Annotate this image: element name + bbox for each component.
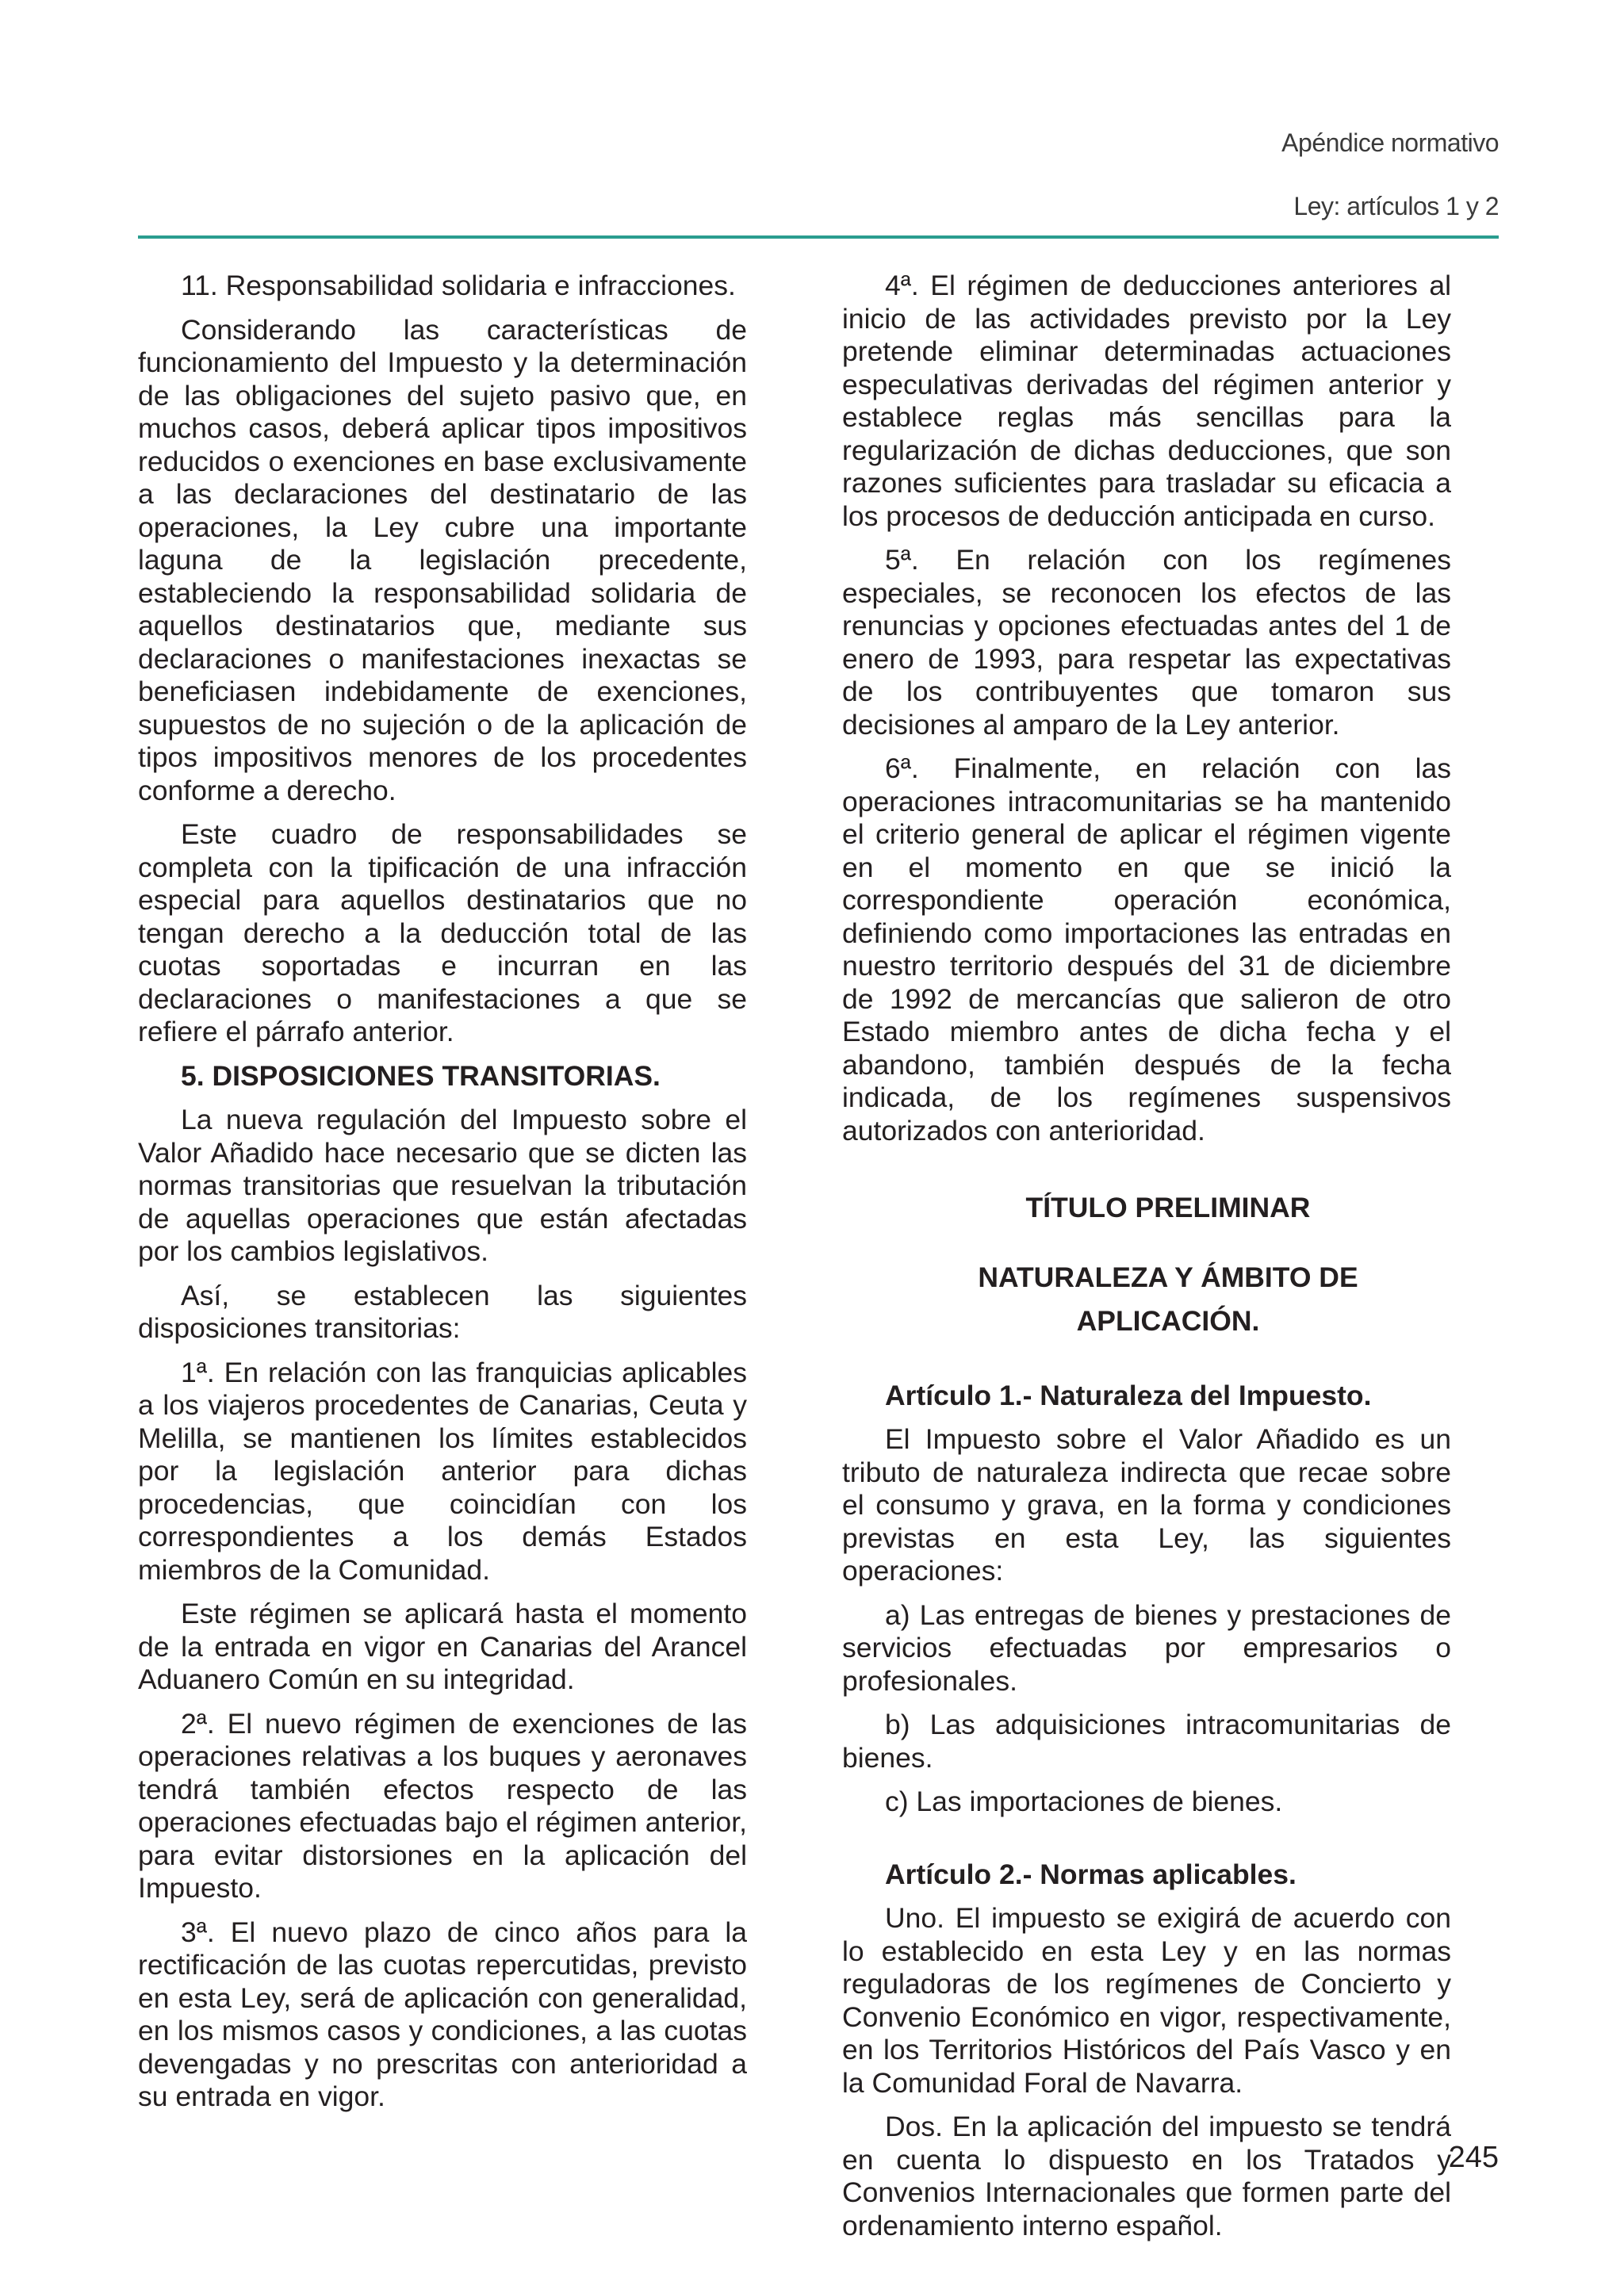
subtitle-heading-line1: NATURALEZA Y ÁMBITO DE xyxy=(978,1261,1358,1293)
paragraph: 5ª. En relación con los regímenes especiales, se reconocen los efectos de las renuncias y opciones efectuadas antes del 1 de enero de 1993, para respetar las expectativas de los contribuyentes que tomaron sus decisiones al amparo de la Ley anterior. xyxy=(842,544,1451,741)
page-number: 245 xyxy=(1448,2141,1499,2174)
section-heading: 5. DISPOSICIONES TRANSITORIAS. xyxy=(181,1059,661,1092)
running-header-articles: Ley: artículos 1 y 2 xyxy=(1293,192,1499,220)
paragraph: Uno. El impuesto se exigirá de acuerdo con lo establecido en esta Ley y en las normas reguladoras de los regímenes de Concierto y Convenio Económico en vigor, respectivamente, en los Territorios Históricos del País Vasco y en la Comunidad Foral de Navarra. xyxy=(842,1902,1451,2099)
running-header-section: Apéndice normativo xyxy=(1281,128,1499,157)
paragraph: Dos. En la aplicación del impuesto se tendrá en cuenta lo dispuesto en los Tratados y Convenios Internacionales que formen parte del ordenamiento interno español. xyxy=(842,2111,1451,2241)
header-rule xyxy=(138,235,1499,239)
list-item: b) Las adquisiciones intracomunitarias de bienes. xyxy=(842,1709,1451,1774)
paragraph: Este cuadro de responsabilidades se completa con la tipificación de una infracción especial para aquellos destinatarios que no tengan derecho a la deducción total de las cuotas soportadas e incurran en las declaraciones o manifestaciones a que se refiere el párrafo anterior. xyxy=(138,818,747,1047)
paragraph: 1ª. En relación con las franquicias aplicables a los viajeros procedentes de Canarias, Ceuta y Melilla, se mantienen los límites establecidos por la legislación anterior para dichas procedencias, que coincidían con los correspondientes a los demás Estados miembros de la Comunidad. xyxy=(138,1356,747,1586)
paragraph: La nueva regulación del Impuesto sobre el Valor Añadido hace necesario que se dicten las normas transitorias que resuelvan la tributación de aquellas operaciones que están afectadas por los cambios legislativos. xyxy=(138,1104,747,1267)
paragraph: 4ª. El régimen de deducciones anteriores al inicio de las actividades previsto por la Ley pretende eliminar determinadas actuaciones especulativas derivadas del régimen anterior y establece reglas más sencillas para la regularización de dichas deducciones, que son razones suficientes para trasladar su eficacia a los procesos de deducción anticipada en curso. xyxy=(842,270,1451,532)
paragraph: 3ª. El nuevo plazo de cinco años para la rectificación de las cuotas repercutidas, previsto en esta Ley, será de aplicación con generalidad, en los mismos casos y condiciones, a las cuotas devengadas y no prescritas con anterioridad a su entrada en vigor. xyxy=(138,1916,747,2112)
paragraph: 2ª. El nuevo régimen de exenciones de las operaciones relativas a los buques y aeronaves tendrá también efectos respecto de las operaciones efectuadas bajo el régimen anterior, para evitar distorsiones en la aplicación del Impuesto. xyxy=(138,1707,747,1904)
paragraph: Considerando las características de funcionamiento del Impuesto y la determinación de las obligaciones del sujeto pasivo que, en muchos casos, deberá aplicar tipos impositivos reducidos o exenciones en base exclusivamente a las declaraciones del destinatario de las operaciones, la Ley cubre una importante laguna de la legislación precedente, estableciendo la responsabilidad solidaria de aquellos destinatarios que, mediante sus declaraciones o manifestaciones inexactas se beneficiasen indebidamente de exenciones, supuestos de no sujeción o de la aplicación de tipos impositivos menores de los procedentes conforme a derecho. xyxy=(138,313,747,806)
left-column xyxy=(138,270,747,2125)
subtitle-heading-line2: APLICACIÓN. xyxy=(1076,1305,1260,1337)
article-2-heading: Artículo 2.- Normas aplicables. xyxy=(885,1858,1297,1890)
paragraph: Así, se establecen las siguientes disposiciones transitorias: xyxy=(138,1279,747,1344)
paragraph: 6ª. Finalmente, en relación con las operaciones intracomunitarias se ha mantenido el criterio general de aplicar el régimen vigente en el momento en que se inició la correspondiente operación económica, definiendo como importaciones las entradas en nuestro territorio después del 31 de diciembre de 1992 de mercancías que salieron de otro Estado miembro antes de dicha fecha y el abandono, también después de la fecha indicada, de los regímenes suspensivos autorizados con anterioridad. xyxy=(842,752,1451,1146)
list-item: c) Las importaciones de bienes. xyxy=(885,1786,1283,1817)
paragraph: El Impuesto sobre el Valor Añadido es un tributo de naturaleza indirecta que recae sobre el consumo y grava, en la forma y condiciones previstas en esta Ley, las siguientes operaciones: xyxy=(842,1423,1451,1587)
article-1-heading: Artículo 1.- Naturaleza del Impuesto. xyxy=(885,1379,1372,1411)
right-column xyxy=(842,270,1451,2253)
list-item: a) Las entregas de bienes y prestaciones de servicios efectuadas por empresarios o profesionales. xyxy=(842,1598,1451,1697)
paragraph: Este régimen se aplicará hasta el momento de la entrada en vigor en Canarias del Arancel Aduanero Común en su integridad. xyxy=(138,1598,747,1695)
paragraph: 11. Responsabilidad solidaria e infracciones. xyxy=(181,270,736,301)
title-heading: TÍTULO PRELIMINAR xyxy=(1025,1192,1311,1223)
